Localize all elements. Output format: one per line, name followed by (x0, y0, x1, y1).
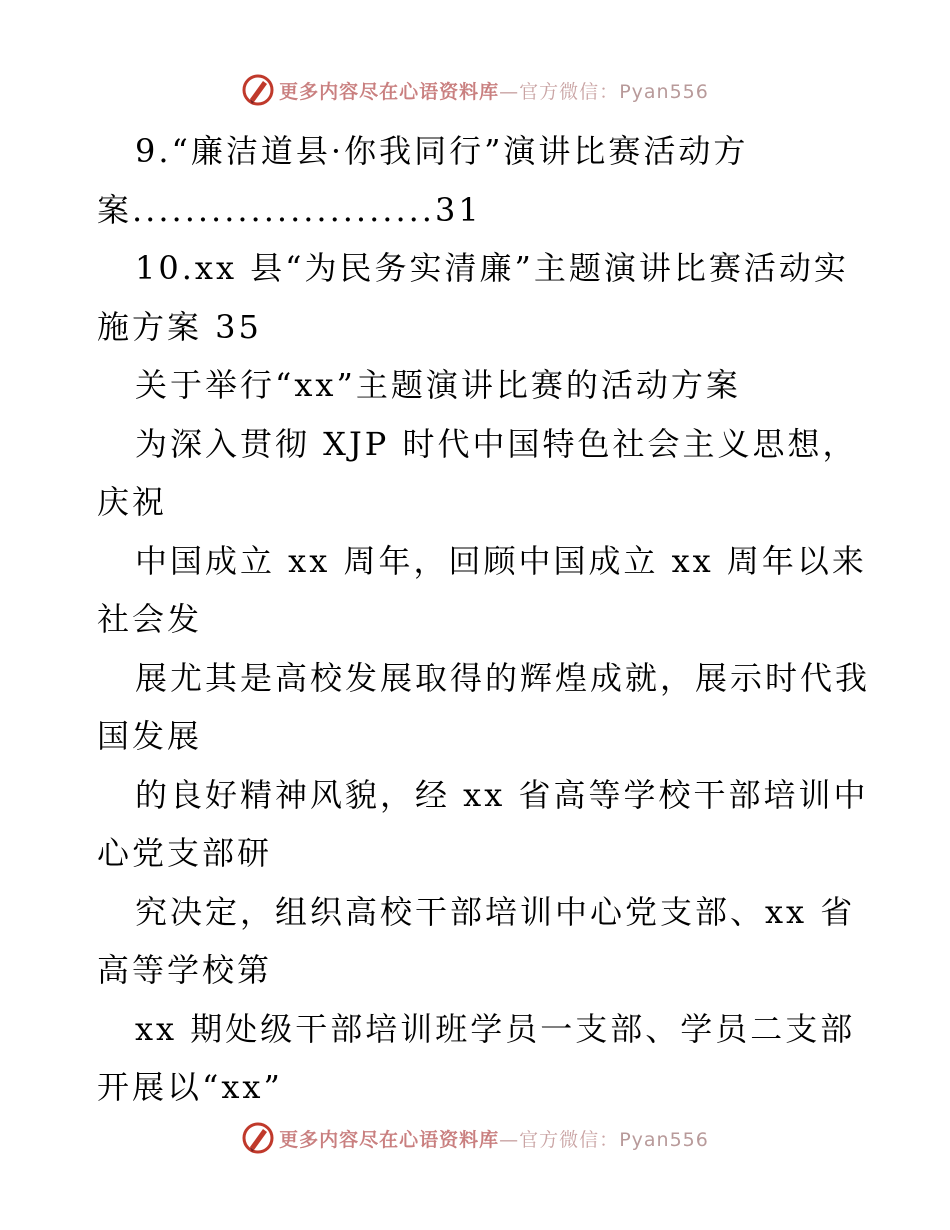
text-line: 心党支部研 (97, 834, 273, 872)
banner-text (279, 77, 709, 104)
text-line: 施方案 35 (97, 307, 262, 346)
pen-logo-icon (241, 73, 275, 107)
text-line: 庆祝 (97, 483, 168, 521)
banner-dash: — (499, 80, 520, 103)
text-line: 中国成立 xx 周年，回顾中国成立 xx 周年以来 (135, 541, 867, 580)
text-line: 为深入贯彻 XJP 时代中国特色社会主义思想， (135, 424, 858, 463)
banner-official-label: 官方微信： (519, 1128, 620, 1151)
banner-dash: — (499, 1128, 520, 1151)
text-line: 开展以“xx” (97, 1068, 283, 1106)
text-line: 社会发 (97, 600, 203, 638)
text-line: 高等学校第 (97, 951, 273, 989)
banner-wechat-id: Pyan556 (619, 1128, 709, 1151)
header-watermark-banner (0, 70, 950, 110)
text-line: 展尤其是高校发展取得的辉煌成就，展示时代我 (135, 658, 871, 697)
banner-brand: 更多内容尽在心语资料库 (279, 1128, 500, 1151)
document-body (97, 122, 871, 1117)
text-line: 案.......................31 (97, 190, 482, 229)
pen-logo-icon (241, 1121, 275, 1155)
footer-watermark-banner (0, 1118, 950, 1158)
text-line: 9.“廉洁道县·你我同行”演讲比赛活动方 (135, 132, 749, 170)
text-line: 国发展 (97, 717, 203, 755)
text-line: xx 期处级干部培训班学员一支部、学员二支部 (135, 1009, 856, 1048)
banner-wechat-id: Pyan556 (619, 80, 709, 103)
banner-text (279, 1125, 709, 1152)
text-line: 的良好精神风貌，经 xx 省高等学校干部培训中 (135, 775, 869, 814)
text-line: 10.xx 县“为民务实清廉”主题演讲比赛活动实 (135, 249, 849, 287)
banner-official-label: 官方微信： (519, 80, 620, 103)
text-line: 关于举行“xx”主题演讲比赛的活动方案 (135, 366, 741, 404)
text-line: 究决定，组织高校干部培训中心党支部、xx 省 (135, 892, 856, 931)
banner-brand: 更多内容尽在心语资料库 (279, 80, 500, 103)
